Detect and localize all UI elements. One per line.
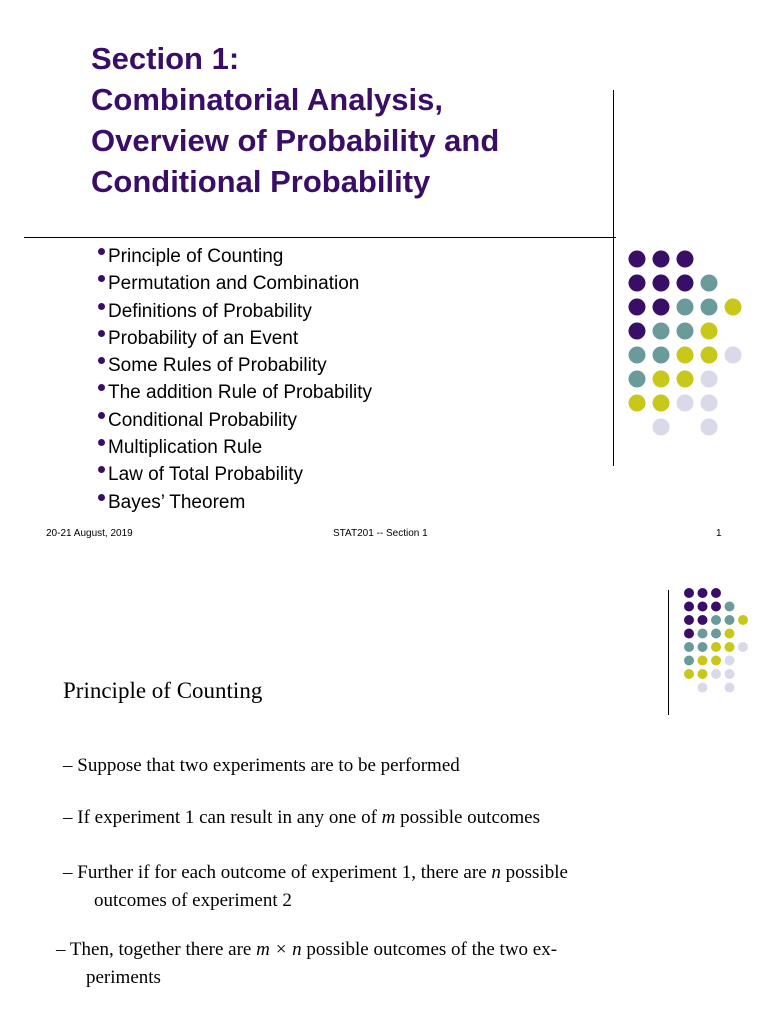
decorative-dot (653, 275, 670, 292)
vertical-divider (613, 90, 614, 466)
vertical-divider (668, 590, 669, 715)
decorative-dot (698, 615, 708, 625)
topic-list (98, 243, 372, 516)
decorative-dot (677, 251, 694, 268)
bullet-icon (98, 412, 105, 419)
bullet-icon (98, 357, 105, 364)
decorative-dot (653, 395, 670, 412)
decorative-dot (684, 642, 694, 652)
decorative-dot (725, 656, 735, 666)
decorative-dot (629, 371, 646, 388)
list-item: Definitions of Probability (98, 298, 372, 325)
bullet-icon (98, 275, 105, 282)
list-item: Principle of Counting (98, 243, 372, 270)
list-item: Permutation and Combination (98, 270, 372, 297)
decorative-dot (738, 615, 748, 625)
decorative-dot (677, 371, 694, 388)
decorative-dot (711, 588, 721, 598)
slide-heading: Principle of Counting (63, 678, 263, 703)
decorative-dot (653, 371, 670, 388)
title-line: Overview of Probability and (91, 123, 500, 158)
decorative-dot (725, 299, 742, 316)
decorative-dot (677, 275, 694, 292)
decorative-dot (701, 419, 718, 436)
decorative-dot (725, 642, 735, 652)
title-line: Section 1: (91, 41, 240, 76)
decorative-dot (701, 275, 718, 292)
decorative-dot-grid (620, 240, 750, 440)
decorative-dot (725, 669, 735, 679)
text-line: outcomes of experiment 2 (94, 890, 292, 911)
decorative-dot (677, 347, 694, 364)
decorative-dot (653, 251, 670, 268)
bullet-icon (98, 466, 105, 473)
bullet-icon (98, 384, 105, 391)
text-line: – Then, together there are m × n possible outcomes of the two ex- (56, 939, 558, 960)
decorative-dot (711, 669, 721, 679)
decorative-dot (684, 669, 694, 679)
decorative-dot (701, 323, 718, 340)
decorative-dot (711, 656, 721, 666)
bullet-icon (98, 248, 105, 255)
list-item: Law of Total Probability (98, 461, 372, 488)
decorative-dot (711, 615, 721, 625)
text-line: – Suppose that two experiments are to be performed (63, 755, 460, 776)
list-item: Multiplication Rule (98, 434, 372, 461)
decorative-dot (701, 371, 718, 388)
decorative-dot (653, 323, 670, 340)
decorative-dot (725, 615, 735, 625)
decorative-dot (701, 395, 718, 412)
list-item: The addition Rule of Probability (98, 379, 372, 406)
decorative-dot (698, 642, 708, 652)
decorative-dot (629, 275, 646, 292)
text-line: – If experiment 1 can result in any one of m possible outcomes (63, 807, 541, 828)
bullet-icon (98, 439, 105, 446)
decorative-dot (629, 395, 646, 412)
decorative-dot (684, 602, 694, 612)
decorative-dot (684, 588, 694, 598)
decorative-dot (698, 588, 708, 598)
text-line: – Further if for each outcome of experiment 1, there are n possible (63, 862, 568, 883)
decorative-dot (629, 299, 646, 316)
title-line: Conditional Probability (91, 164, 431, 199)
decorative-dot (711, 602, 721, 612)
title-line: Combinatorial Analysis, (91, 82, 443, 117)
list-item: Conditional Probability (98, 407, 372, 434)
decorative-dot (725, 347, 742, 364)
math-variable: m (381, 807, 396, 828)
decorative-dot (629, 251, 646, 268)
list-item: Probability of an Event (98, 325, 372, 352)
decorative-dot (738, 642, 748, 652)
decorative-dot (684, 615, 694, 625)
decorative-dot (677, 395, 694, 412)
footer-date: 20-21 August, 2019 (46, 528, 133, 539)
decorative-dot (677, 299, 694, 316)
decorative-dot (711, 629, 721, 639)
decorative-dot (698, 656, 708, 666)
footer-page-number: 1 (716, 528, 722, 539)
decorative-dot (698, 669, 708, 679)
decorative-dot (653, 347, 670, 364)
decorative-dot (725, 602, 735, 612)
decorative-dot (711, 642, 721, 652)
horizontal-divider (24, 237, 616, 238)
decorative-dot (653, 299, 670, 316)
decorative-dot (684, 656, 694, 666)
decorative-dot (684, 629, 694, 639)
decorative-dot (629, 323, 646, 340)
text-line: periments (86, 967, 161, 988)
decorative-dot (653, 419, 670, 436)
decorative-dot (701, 299, 718, 316)
bullet-icon (98, 330, 105, 337)
decorative-dot-grid-small (680, 586, 760, 698)
decorative-dot (677, 323, 694, 340)
decorative-dot (698, 683, 708, 693)
list-item: Some Rules of Probability (98, 352, 372, 379)
slide-title (91, 38, 611, 202)
decorative-dot (725, 629, 735, 639)
decorative-dot (629, 347, 646, 364)
decorative-dot (698, 629, 708, 639)
list-item: Bayes’ Theorem (98, 489, 372, 516)
decorative-dot (701, 347, 718, 364)
footer-course: STAT201 -- Section 1 (333, 528, 428, 539)
math-variable: n (491, 862, 501, 883)
math-expression: m × n (256, 939, 302, 960)
decorative-dot (725, 683, 735, 693)
bullet-icon (98, 303, 105, 310)
decorative-dot (698, 602, 708, 612)
bullet-icon (98, 494, 105, 501)
